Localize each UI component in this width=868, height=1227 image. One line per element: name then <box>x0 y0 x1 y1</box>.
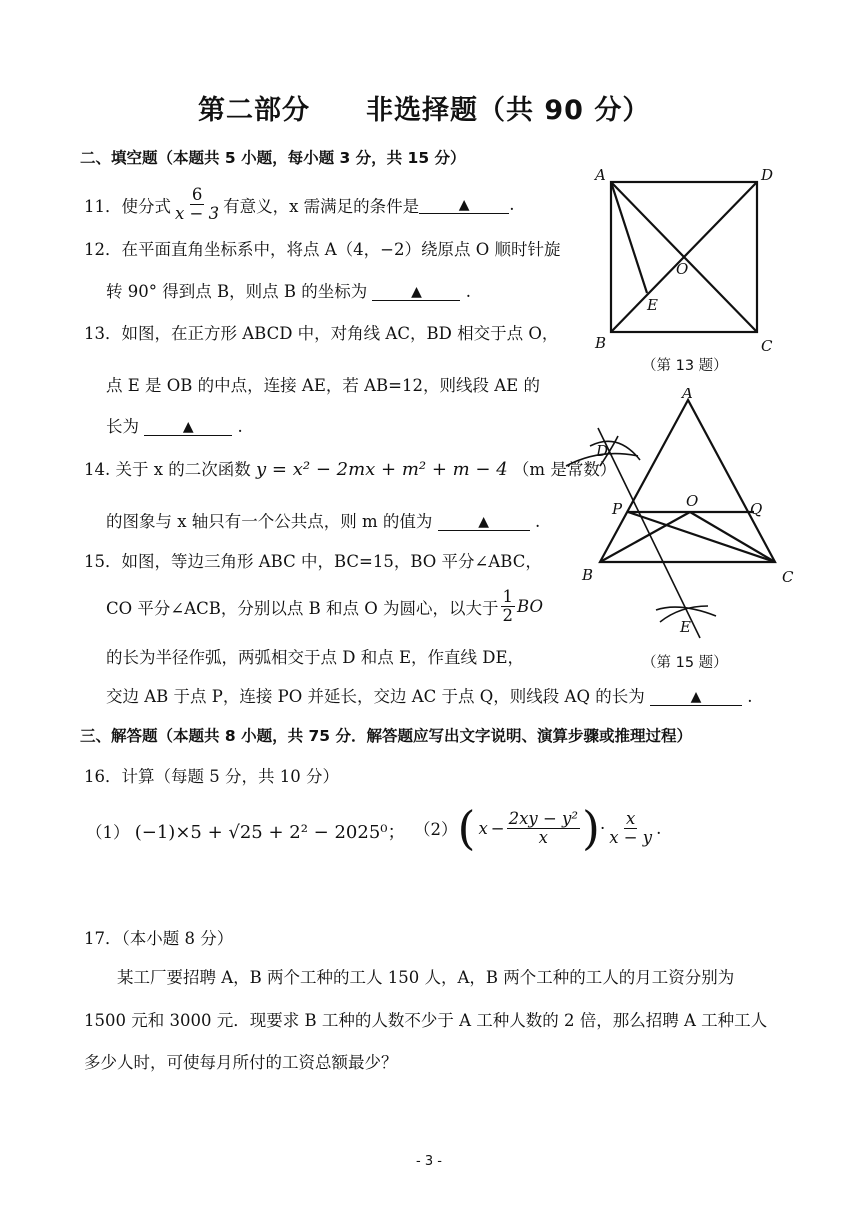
q16-part2-minus: − <box>490 818 505 838</box>
q11-answer-blank <box>419 195 509 214</box>
question-15-line1: 15．如图，等边三角形 ABC 中，BC=15，BO 平分∠ABC， <box>84 552 542 571</box>
fig15-label-A: A <box>682 388 693 402</box>
fig15-label-Q: Q <box>750 500 763 518</box>
q12-text: 转 90° 得到点 B，则点 B 的坐标为 <box>106 282 368 301</box>
q14-paren: （m 是常数） <box>512 460 617 479</box>
q16-part2-numerator2: x <box>626 808 636 828</box>
q11-fraction <box>173 186 221 223</box>
fig13-label-D: D <box>761 166 774 184</box>
q16-part2-end: . <box>656 818 662 838</box>
q16-right-paren: ) <box>581 801 600 855</box>
question-15-line4 <box>106 683 752 707</box>
q15-numerator: 1 <box>502 587 514 606</box>
q14-answer-blank <box>438 512 530 531</box>
question-13-line1: 13．如图，在正方形 ABCD 中，对角线 AC，BD 相交于点 O， <box>84 324 559 343</box>
q13-answer-blank <box>144 417 232 436</box>
figure-15-caption: （第 15 题） <box>642 655 728 671</box>
q11-text-pre: 11．使分式 <box>84 196 171 216</box>
q11-text-post: 有意义，x 需满足的条件是 <box>223 196 420 216</box>
figure-13-caption: （第 13 题） <box>642 358 728 374</box>
answer-mark-icon: ▲ <box>478 514 490 530</box>
question-11 <box>84 186 514 223</box>
line-de <box>598 428 700 638</box>
q12-answer-blank <box>372 282 460 301</box>
fig15-label-E: E <box>680 618 691 636</box>
section-3-heading: 三、解答题（本题共 8 小题，共 75 分．解答题应写出文字说明、演算步骤或推理过程） <box>80 727 692 745</box>
q16-part2-label: （2） <box>414 820 458 839</box>
question-17-line3: 多少人时，可使每月所付的工资总额最少？ <box>84 1053 398 1072</box>
question-14-line2 <box>106 508 540 532</box>
section-2-heading: 二、填空题（本题共 5 小题，每小题 3 分，共 15 分） <box>80 149 466 167</box>
page-title: 第二部分 非选择题（共 90 分） <box>198 95 651 126</box>
q16-part2-fraction <box>507 810 580 847</box>
q11-end: . <box>509 195 515 214</box>
q16-part1-expression: (−1)×5 + √25 + 2² − 2025⁰； <box>134 822 406 843</box>
fig15-label-C: C <box>782 568 794 586</box>
q15-answer-blank <box>650 687 742 706</box>
q13-end: . <box>237 417 243 436</box>
page-number: - 3 - <box>416 1154 442 1169</box>
question-13-line2: 点 E 是 OB 的中点，连接 AE，若 AB=12，则线段 AE 的 <box>106 376 540 395</box>
q16-left-paren: ( <box>457 801 476 855</box>
fig13-label-A: A <box>595 166 606 184</box>
q16-part2-fraction2 <box>607 810 654 847</box>
fig15-label-P: P <box>612 500 623 518</box>
q16-part1-label: （1） <box>86 823 130 842</box>
q15-end: . <box>747 687 753 706</box>
answer-mark-icon: ▲ <box>182 419 194 435</box>
q14-formula: y = x² − 2mx + m² + m − 4 <box>256 459 508 480</box>
answer-mark-icon: ▲ <box>458 197 470 213</box>
question-12-line1: 12．在平面直角坐标系中，将点 A（4，−2）绕原点 O 顺时针旋 <box>84 240 561 259</box>
fig13-label-B: B <box>595 334 607 352</box>
fig15-label-B: B <box>582 566 594 584</box>
question-12-line2 <box>106 278 471 302</box>
q16-part2-numerator: 2xy − y² <box>508 808 578 828</box>
q16-part2-denominator2: x − y <box>609 827 653 847</box>
q11-denominator: x − 3 <box>175 204 220 223</box>
question-15-line3: 的长为半径作弧，两弧相交于点 D 和点 E，作直线 DE， <box>106 648 525 667</box>
q15-denominator: 2 <box>502 606 514 625</box>
q16-part2-x: x <box>478 818 488 838</box>
q12-end: . <box>465 282 471 301</box>
question-15-line2 <box>106 588 543 625</box>
q11-numerator: 6 <box>191 185 203 204</box>
segment-ae <box>611 182 647 293</box>
fig13-label-C: C <box>761 337 773 355</box>
fig13-label-O: O <box>676 260 689 278</box>
q13-text: 长为 <box>106 417 139 436</box>
q15-text: 交边 AB 于点 P，连接 PO 并延长，交边 AC 于点 Q，则线段 AQ 的长为 <box>106 687 645 706</box>
answer-mark-icon: ▲ <box>690 689 702 705</box>
question-16-part1 <box>86 818 406 844</box>
q14-text-pre: 14. 关于 x 的二次函数 <box>84 460 251 479</box>
triangle-abc <box>600 400 775 562</box>
question-16-heading: 16．计算（每题 5 分，共 10 分） <box>84 767 339 786</box>
question-16-part2 <box>414 801 662 855</box>
q16-part2-denominator: x <box>538 827 548 847</box>
answer-mark-icon: ▲ <box>411 284 422 300</box>
q15-fraction <box>501 588 516 625</box>
q15-text-post: BO <box>517 597 543 616</box>
question-17-line2: 1500 元和 3000 元．现要求 B 工种的人数不少于 A 工种人数的 2 倍，那么招聘 A 工种工人 <box>84 1011 768 1030</box>
question-14-line1 <box>84 456 616 480</box>
question-17-heading: 17．（本小题 8 分） <box>84 929 234 948</box>
fig15-label-D: D <box>596 442 609 460</box>
question-13-line3 <box>106 413 243 437</box>
q14-end: . <box>534 512 541 531</box>
fig15-label-O: O <box>686 492 699 510</box>
question-17-line1: 某工厂要招聘 A，B 两个工种的工人 150 人，A，B 两个工种的工人的月工资分别为 <box>84 968 735 987</box>
q14-text: 的图象与 x 轴只有一个公共点，则 m 的值为 <box>106 512 433 531</box>
q16-part2-dot: · <box>599 818 606 838</box>
q15-text-pre: CO 平分∠ACB，分别以点 B 和点 O 为圆心，以大于 <box>106 598 499 618</box>
figure-15-triangle <box>560 388 800 648</box>
fig13-label-E: E <box>647 296 658 314</box>
